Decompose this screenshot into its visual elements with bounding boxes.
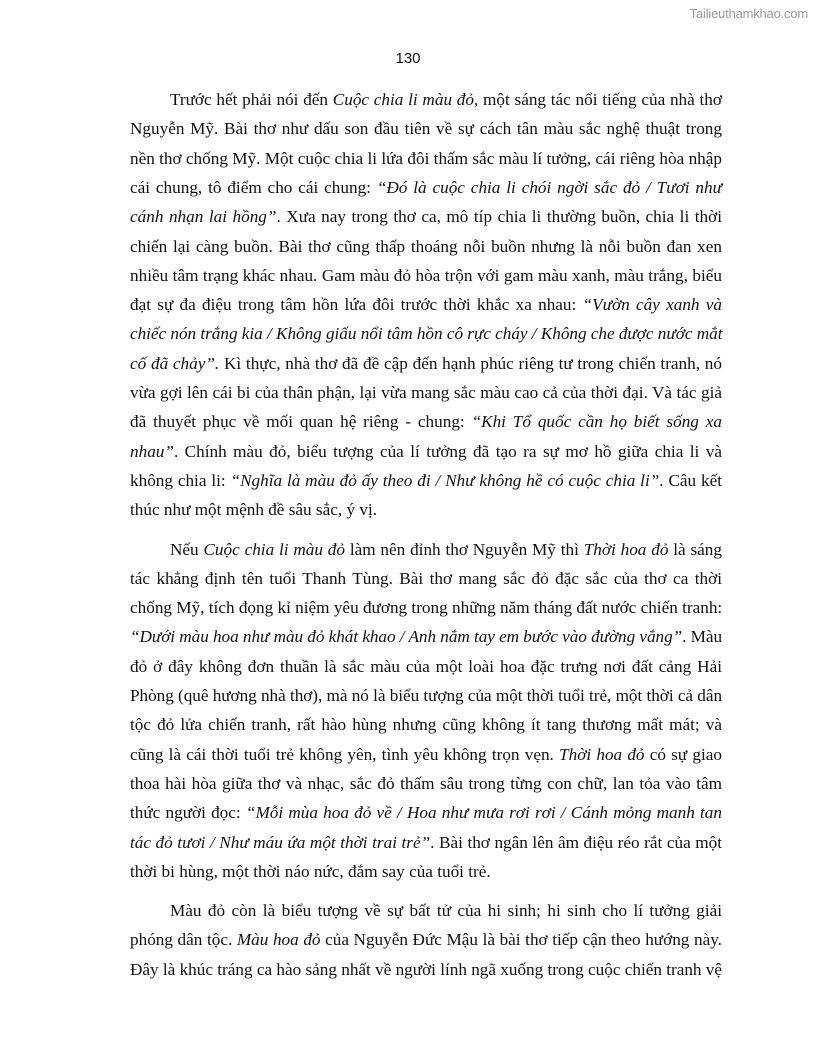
text-segment: phóng dân tộc. <box>130 930 237 950</box>
italic-text: nhau” <box>130 441 174 461</box>
italic-text: “Khi Tổ quốc cần họ biết sống xa <box>471 412 722 432</box>
text-segment: đã thuyết phục về mối quan hệ riêng - chung: <box>130 412 472 432</box>
italic-text: “Vườn cây xanh và <box>582 295 722 315</box>
italic-text: “Đó là cuộc chia li chói ngời sắc đỏ / Tươi như <box>376 177 722 197</box>
text-line <box>130 832 722 854</box>
italic-text: tác đỏ tươi / Như máu ứa một thời trai trẻ” <box>130 832 431 852</box>
text-segment: . Bài thơ ngân lên âm điệu réo rắt của một <box>430 832 722 852</box>
text-line <box>130 177 722 199</box>
text-segment: cũng là cái thời tuổi trẻ không yên, tình yêu không trọn vẹn. <box>130 744 560 764</box>
text-line <box>130 265 722 287</box>
italic-text: Cuộc chia li màu đỏ <box>332 90 474 109</box>
text-segment: tác khẳng định tên tuổi Thanh Tùng. Bài thơ mang sắc đỏ đặc sắc của thơ ca thời <box>130 568 722 588</box>
text-line <box>130 597 722 619</box>
text-line <box>130 626 722 648</box>
text-segment: . Xưa nay trong thơ ca, mô típ chia li thường buồn, chia li thời <box>276 207 722 227</box>
text-segment: thúc như một mệnh đề sâu sắc, ý vị. <box>130 500 378 520</box>
text-line <box>130 568 722 590</box>
text-line <box>130 685 722 707</box>
text-segment: đỏ ở đây không đơn thuần là sắc màu của một loài hoa đặc trưng nơi đất cảng Hải <box>130 656 722 676</box>
text-segment: là sáng <box>668 539 722 559</box>
text-segment: không chia li: <box>130 470 231 490</box>
text-segment: chống Mỹ, tích đọng kỉ niệm yêu đương trong những năm tháng đất nước chiến tranh: <box>130 598 723 618</box>
text-line <box>130 382 722 404</box>
text-segment: làm nên đỉnh thơ Nguyễn Mỹ thì <box>345 539 584 559</box>
text-segment: Màu đỏ còn là biểu tượng về sự bất tử của hi sinh; hi sinh cho lí tưởng giải <box>170 901 722 921</box>
italic-text: “Nghĩa là màu đỏ ấy theo đi / Như không hề có cuộc chia li” <box>230 470 660 490</box>
text-line <box>130 118 722 140</box>
text-line <box>130 206 722 228</box>
text-segment: nền thơ chống Mỹ. Một cuộc chia li lứa đôi thấm sắc màu lí tưởng, cái riêng hòa nhập <box>130 148 722 168</box>
text-line <box>170 89 722 111</box>
italic-text: “Dưới màu hoa như màu đỏ khát khao / Anh nắm tay em bước vào đường vắng” <box>130 627 683 647</box>
text-segment: Đây là khúc tráng ca hào sảng nhất về người lính ngã xuống trong cuộc chiến tranh vệ <box>130 959 722 979</box>
text-line <box>130 861 722 883</box>
italic-text: Thời hoa đỏ <box>583 539 669 559</box>
italic-text: Thời hoa đỏ <box>559 744 645 764</box>
text-line <box>130 411 722 433</box>
italic-text: Cuộc chia li màu đỏ <box>203 539 345 559</box>
text-line <box>130 148 722 170</box>
text-line <box>130 744 722 766</box>
text-segment: thời bi hùng, một thời náo nức, đắm say của tuổi trẻ. <box>130 861 491 881</box>
text-line <box>130 470 722 492</box>
text-segment: cái chung, tô điểm cho cái chung: <box>130 177 377 197</box>
watermark: Tailieuthamkhao.com <box>689 6 808 21</box>
text-segment: Trước hết phải nói đến <box>170 90 333 109</box>
text-segment: , một sáng tác nổi tiếng của nhà thơ <box>473 90 722 109</box>
text-line <box>170 900 722 922</box>
text-segment: có sự giao <box>644 744 722 764</box>
text-segment: đạt sự đa điệu trong tâm hồn lứa đôi trước thời khắc xa nhau: <box>130 295 583 315</box>
text-line <box>130 959 722 981</box>
text-line <box>130 236 722 258</box>
text-segment: của Nguyễn Đức Mậu là bài thơ tiếp cận theo hướng này. <box>320 930 722 950</box>
text-line <box>170 539 722 561</box>
text-line <box>130 499 722 521</box>
text-segment: . Màu <box>682 627 722 647</box>
italic-text: “Mỗi mùa hoa đỏ về / Hoa như mưa rơi rơi / Cánh mỏng manh tan <box>245 803 722 823</box>
text-segment: thoa hài hòa giữa thơ và nhạc, sắc đỏ thấm sâu trong từng con chữ, lan tỏa vào tâm <box>130 773 722 793</box>
text-line <box>130 323 722 345</box>
text-segment: . Chính màu đỏ, biểu tượng của lí tưởng đã tạo ra sự mơ hồ giữa chia li và <box>173 441 722 461</box>
italic-text: cánh nhạn lai hồng” <box>130 207 277 227</box>
italic-text: chiếc nón trắng kia / Không giấu nổi tâm hồn cô rực cháy / Không che được nước mắt <box>130 324 723 344</box>
text-line <box>130 714 722 736</box>
text-line <box>130 441 722 463</box>
text-line <box>130 773 722 795</box>
text-line <box>130 353 722 375</box>
text-line <box>130 802 722 824</box>
italic-text: Màu hoa đỏ <box>236 930 321 950</box>
text-line <box>130 294 722 316</box>
text-segment: tộc đỏ lửa chiến tranh, rất hào hùng nhưng cũng không ít tang thương mất mát; và <box>130 715 722 735</box>
text-segment: Nguyễn Mỹ. Bài thơ như dấu son đầu tiên về sự cách tân màu sắc nghệ thuật trong <box>130 119 722 139</box>
text-segment: . Câu kết <box>659 470 722 490</box>
text-segment: Kì thực, nhà thơ đã đề cập đến hạnh phúc riêng tư trong chiến tranh, nó <box>219 353 722 373</box>
text-segment: Phòng (quê hương nhà thơ), mà nó là biểu tượng của một thời tuổi trẻ, một thời cả dân <box>130 686 722 705</box>
text-line <box>130 929 722 951</box>
page-number: 130 <box>395 50 421 67</box>
text-segment: Nếu <box>170 539 204 559</box>
text-segment: vừa gợi lên cái bi của thân phận, lại vừa mang sắc màu cao cả của thời đại. Và tác giả <box>130 383 722 402</box>
text-segment: chiến lại càng buồn. Bài thơ cũng thấp thoáng nỗi buồn nhưng là nỗi buồn đan xen <box>130 236 722 256</box>
text-segment: nhiều tâm trạng khác nhau. Gam màu đỏ hòa trộn với gam màu xanh, màu trắng, biểu <box>130 265 722 285</box>
text-segment: thức người đọc: <box>130 803 246 823</box>
text-line <box>130 656 722 678</box>
italic-text: cố đã chảy”. <box>130 353 220 373</box>
